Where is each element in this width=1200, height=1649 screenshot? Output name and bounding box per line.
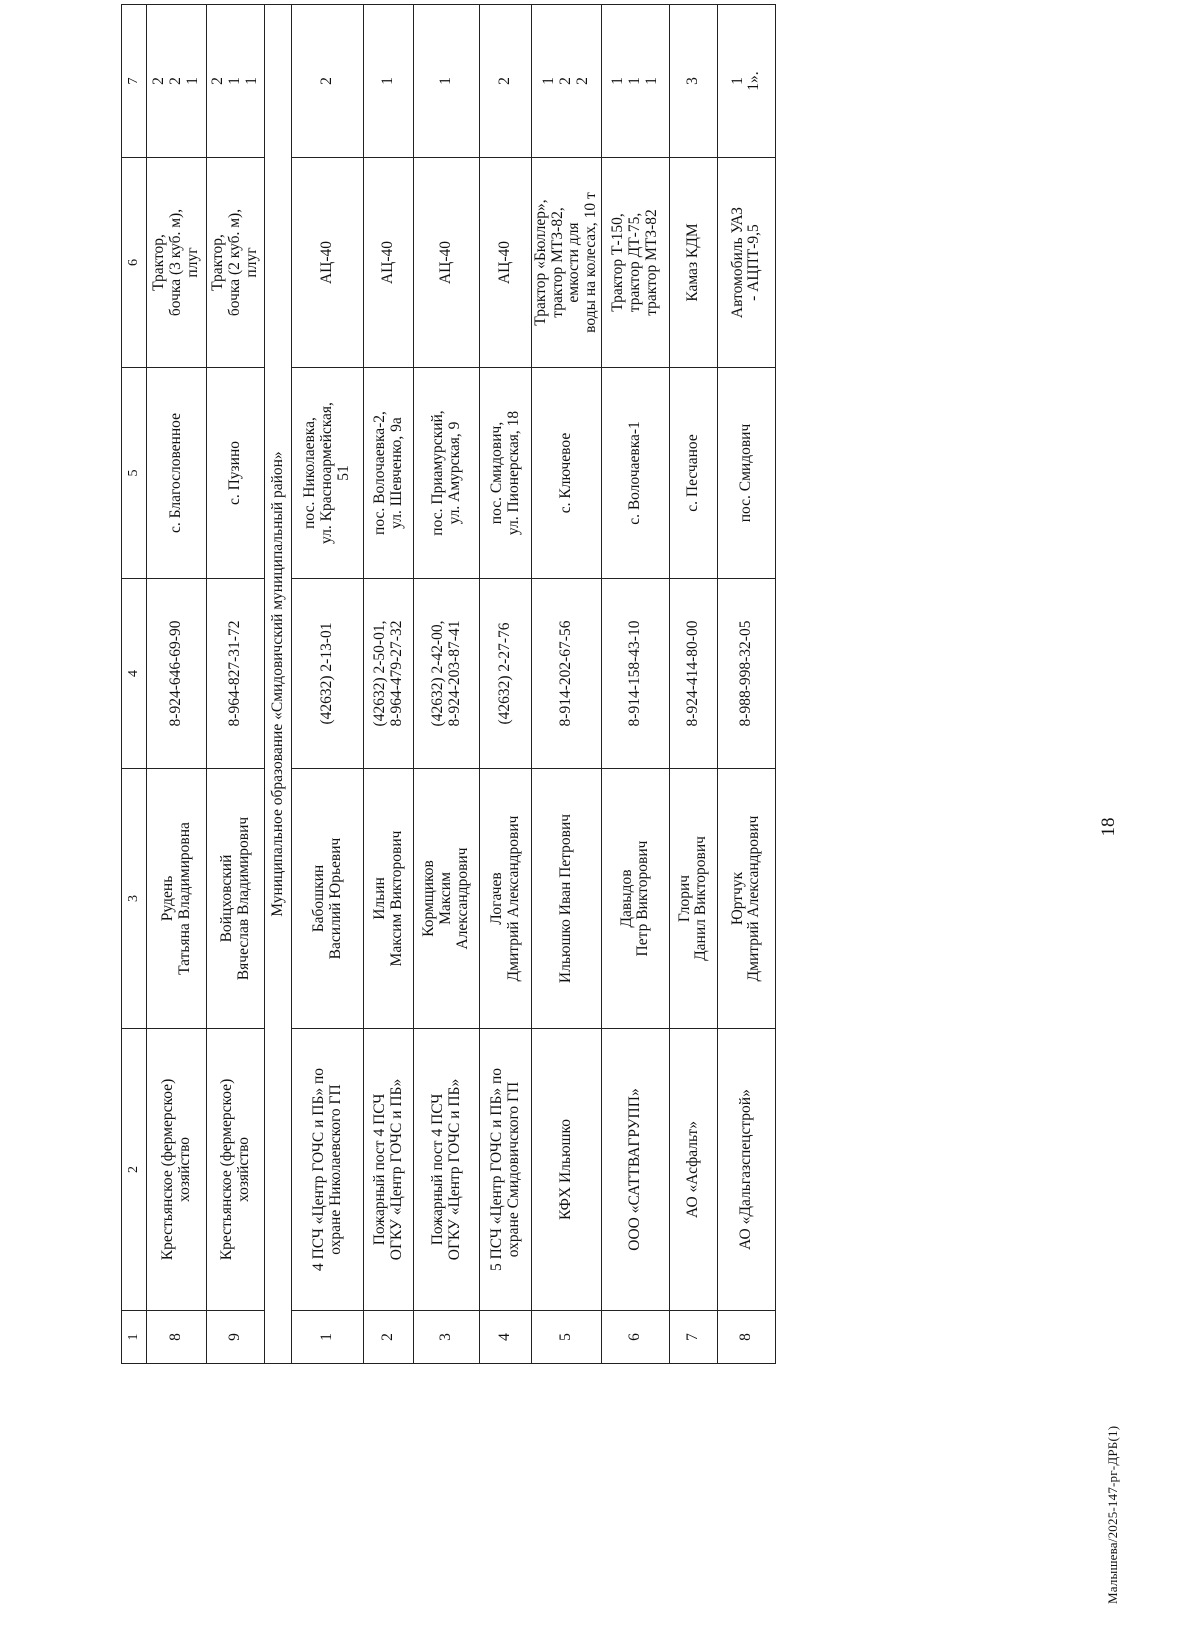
responsible-person-cell: [480, 769, 532, 1029]
quantity-cell: [207, 5, 265, 158]
organization-cell: [669, 1029, 717, 1311]
cell-line: Трактор «Бюллер»,: [532, 199, 549, 326]
equipment-cell: [601, 158, 669, 368]
table-row: [147, 5, 207, 1364]
location-cell: [717, 368, 775, 579]
cell-line: 2: [167, 77, 185, 85]
column-number-header: 7: [122, 5, 147, 158]
cell-line: 8-924-414-80-00: [684, 620, 702, 727]
row-number-cell: 7: [669, 1311, 717, 1364]
cell-line: 1: [226, 77, 244, 85]
cell-line: бочка (3 куб. м),: [167, 208, 185, 317]
cell-line: Максим: [437, 872, 455, 925]
cell-line: АЦ-40: [496, 240, 514, 285]
column-number-header: 6: [122, 158, 147, 368]
organization-cell: [717, 1029, 775, 1311]
responsible-person-cell: [669, 769, 717, 1029]
cell-line: 1: [183, 77, 201, 85]
column-number-header: 3: [122, 769, 147, 1029]
location-cell: [292, 368, 364, 579]
cell-line: 2: [573, 77, 591, 85]
row-number-cell: 3: [414, 1311, 480, 1364]
cell-line: Ильюшко Иван Петрович: [557, 813, 575, 984]
cell-line: 2: [209, 77, 227, 85]
table-row: [414, 5, 480, 1364]
cell-line: (42632) 2-13-01: [318, 622, 336, 725]
cell-line: АО «Асфальт»: [684, 1121, 702, 1218]
cell-line: 8-988-998-32-05: [737, 620, 755, 727]
cell-line: пос. Смидович,: [487, 421, 505, 525]
cell-line: 1: [642, 77, 660, 85]
cell-line: 2: [318, 77, 336, 85]
column-number-header: 2: [122, 1029, 147, 1311]
cell-line: плуг: [242, 247, 260, 278]
cell-line: ул. Пионерская, 18: [504, 410, 522, 536]
cell-line: ООО «САТТВАГРУПП»: [626, 1088, 644, 1251]
document-code: Малышева/2025-147-рг-ДРБ(1): [1105, 1425, 1120, 1604]
cell-line: 2: [496, 77, 514, 85]
cell-line: Максим Викторович: [387, 830, 405, 967]
cell-line: с. Песчаное: [684, 434, 702, 512]
location-cell: [147, 368, 207, 579]
cell-line: с. Волочаевка-1: [626, 421, 644, 525]
cell-line: Крестьянское (фермерское): [158, 1078, 176, 1261]
quantity-cell: [532, 5, 602, 158]
quantity-cell: [414, 5, 480, 158]
table-row: [669, 5, 717, 1364]
cell-line: трактор МТЗ-82,: [548, 207, 566, 318]
cell-line: пос. Смидович: [737, 423, 755, 523]
cell-line: АЦ-40: [437, 240, 455, 285]
phone-cell: [207, 579, 265, 769]
phone-cell: [364, 579, 414, 769]
row-number-cell: 6: [601, 1311, 669, 1364]
quantity-cell: [669, 5, 717, 158]
phone-cell: [480, 579, 532, 769]
cell-line: Трактор,: [209, 234, 227, 291]
cell-line: Дмитрий Александрович: [504, 815, 522, 982]
cell-line: охране Николаевского ГП: [326, 1084, 344, 1255]
cell-line: с. Ключевое: [557, 432, 575, 514]
column-number-header: 1: [122, 1311, 147, 1364]
table-row: [532, 5, 602, 1364]
cell-line: Пожарный пост 4 ПСЧ: [428, 1093, 446, 1246]
equipment-cell: [480, 158, 532, 368]
cell-line: 1: [242, 77, 260, 85]
cell-line: Глорич: [675, 874, 693, 923]
header-row: [122, 5, 147, 1364]
cell-line: бочка (2 куб. м),: [226, 208, 244, 317]
cell-line: Крестьянское (фермерское): [217, 1078, 235, 1261]
cell-line: Ильин: [370, 877, 388, 920]
cell-line: Петр Викторович: [634, 840, 652, 957]
equipment-cell: [207, 158, 265, 368]
cell-line: КФХ Ильюшко: [557, 1119, 575, 1220]
cell-line: охране Смидовичского ГП: [504, 1081, 522, 1258]
cell-line: Василий Юрьевич: [326, 837, 344, 960]
cell-line: Кормщиков: [420, 860, 438, 937]
table-row: [717, 5, 775, 1364]
cell-line: Камаз КДМ: [684, 223, 702, 302]
cell-line: 1: [540, 77, 558, 85]
cell-line: ул. Шевченко, 9а: [387, 417, 405, 529]
row-number-cell: 5: [532, 1311, 602, 1364]
equipment-cell: [292, 158, 364, 368]
page-number: 18: [1098, 817, 1119, 837]
cell-line: Логачев: [487, 872, 505, 925]
cell-line: 8-914-202-67-56: [557, 620, 575, 727]
cell-line: (42632) 2-50-01,: [370, 620, 388, 727]
column-number-header: 5: [122, 368, 147, 579]
equipment-cell: [669, 158, 717, 368]
cell-line: 5 ПСЧ «Центр ГОЧС и ПБ» по: [487, 1067, 505, 1272]
organization-cell: [292, 1029, 364, 1311]
cell-line: 1: [609, 77, 627, 85]
table-row: [292, 5, 364, 1364]
responsible-person-cell: [364, 769, 414, 1029]
section-header-row: [265, 5, 292, 1364]
cell-line: плуг: [183, 247, 201, 278]
equipment-cell: [717, 158, 775, 368]
cell-line: 3: [684, 77, 702, 85]
table-row: [601, 5, 669, 1364]
cell-line: 51: [334, 465, 352, 481]
row-number-cell: 4: [480, 1311, 532, 1364]
quantity-cell: [717, 5, 775, 158]
quantity-cell: [480, 5, 532, 158]
quantity-cell: [147, 5, 207, 158]
cell-line: ул. Амурская, 9: [445, 421, 463, 525]
equipment-cell: [147, 158, 207, 368]
cell-line: ОГКУ «Центр ГОЧС и ПБ»: [387, 1078, 405, 1261]
location-cell: [414, 368, 480, 579]
location-cell: [207, 368, 265, 579]
cell-line: с. Благословенное: [167, 413, 185, 533]
cell-line: хозяйство: [175, 1136, 193, 1203]
cell-line: Дмитрий Александрович: [745, 815, 763, 982]
cell-line: ОГКУ «Центр ГОЧС и ПБ»: [445, 1078, 463, 1261]
quantity-cell: [364, 5, 414, 158]
cell-line: воды на колесах, 10 т: [582, 192, 600, 333]
cell-line: пос. Николаевка,: [301, 417, 319, 529]
phone-cell: [669, 579, 717, 769]
organization-cell: [601, 1029, 669, 1311]
phone-cell: [717, 579, 775, 769]
cell-line: трактор МТЗ-82: [642, 209, 660, 316]
organization-cell: [480, 1029, 532, 1311]
cell-line: Бабошкин: [309, 864, 327, 933]
cell-line: Трактор Т-150,: [609, 213, 627, 312]
cell-line: Трактор,: [150, 234, 168, 291]
organization-cell: [414, 1029, 480, 1311]
quantity-cell: [292, 5, 364, 158]
organization-cell: [364, 1029, 414, 1311]
cell-line: (42632) 2-27-76: [496, 622, 514, 725]
table-row: [207, 5, 265, 1364]
cell-line: Александрович: [453, 847, 471, 950]
location-cell: [669, 368, 717, 579]
cell-line: Татьяна Владимировна: [175, 822, 193, 975]
cell-line: АЦ-40: [318, 240, 336, 285]
phone-cell: [147, 579, 207, 769]
cell-line: пос. Приамурский,: [428, 410, 446, 536]
cell-line: Юртчук: [728, 871, 746, 926]
cell-line: Данил Викторович: [692, 836, 710, 961]
cell-line: 8-964-479-27-32: [387, 620, 405, 727]
phone-cell: [292, 579, 364, 769]
cell-line: 8-924-203-87-41: [445, 620, 463, 727]
cell-line: ул. Красноармейская,: [318, 402, 336, 544]
column-number-header: 4: [122, 579, 147, 769]
equipment-cell: [364, 158, 414, 368]
row-number-cell: 8: [147, 1311, 207, 1364]
cell-line: - АЦПТ-9,5: [745, 224, 763, 301]
cell-line: Давыдов: [617, 869, 635, 928]
cell-line: пос. Волочаевка-2,: [370, 411, 388, 535]
cell-line: Войцховский: [217, 854, 235, 943]
cell-line: Автомобиль УАЗ: [728, 206, 746, 319]
location-cell: [601, 368, 669, 579]
row-number-cell: 8: [717, 1311, 775, 1364]
location-cell: [532, 368, 602, 579]
cell-line: 8-924-646-69-90: [167, 620, 185, 727]
responsible-person-cell: [147, 769, 207, 1029]
cell-line: (42632) 2-42-00,: [428, 620, 446, 727]
cell-line: АО «Дальгазспецстрой»: [737, 1089, 755, 1250]
cell-line: 1: [626, 77, 644, 85]
organization-cell: [147, 1029, 207, 1311]
location-cell: [480, 368, 532, 579]
resources-table: [121, 4, 776, 1364]
organization-cell: [532, 1029, 602, 1311]
cell-line: 1».: [745, 71, 763, 91]
equipment-cell: [532, 158, 602, 368]
cell-line: 4 ПСЧ «Центр ГОЧС и ПБ» по: [309, 1067, 327, 1272]
phone-cell: [601, 579, 669, 769]
responsible-person-cell: [717, 769, 775, 1029]
cell-line: трактор ДТ-75,: [626, 212, 644, 313]
responsible-person-cell: [532, 769, 602, 1029]
cell-line: АЦ-40: [379, 240, 397, 285]
phone-cell: [414, 579, 480, 769]
table-row: [364, 5, 414, 1364]
location-cell: [364, 368, 414, 579]
cell-line: 1: [437, 77, 455, 85]
cell-line: 8-964-827-31-72: [226, 620, 244, 727]
responsible-person-cell: [207, 769, 265, 1029]
cell-line: емкости для: [565, 222, 583, 303]
cell-line: хозяйство: [234, 1136, 252, 1203]
equipment-cell: [414, 158, 480, 368]
phone-cell: [532, 579, 602, 769]
section-title: Муниципальное образование «Смидовичский муниципальный район»: [265, 5, 292, 1364]
cell-line: 1: [379, 77, 397, 85]
cell-line: Пожарный пост 4 ПСЧ: [370, 1093, 388, 1246]
cell-line: 1: [728, 77, 746, 85]
row-number-cell: 2: [364, 1311, 414, 1364]
cell-line: 2: [557, 77, 575, 85]
organization-cell: [207, 1029, 265, 1311]
cell-line: 8-914-158-43-10: [626, 620, 644, 727]
responsible-person-cell: [292, 769, 364, 1029]
row-number-cell: 9: [207, 1311, 265, 1364]
cell-line: Рудень: [158, 875, 176, 922]
cell-line: с. Пузино: [226, 440, 244, 506]
responsible-person-cell: [601, 769, 669, 1029]
table-row: [480, 5, 532, 1364]
responsible-person-cell: [414, 769, 480, 1029]
quantity-cell: [601, 5, 669, 158]
cell-line: 2: [150, 77, 168, 85]
row-number-cell: 1: [292, 1311, 364, 1364]
cell-line: Вячеслав Владимирович: [234, 816, 252, 981]
